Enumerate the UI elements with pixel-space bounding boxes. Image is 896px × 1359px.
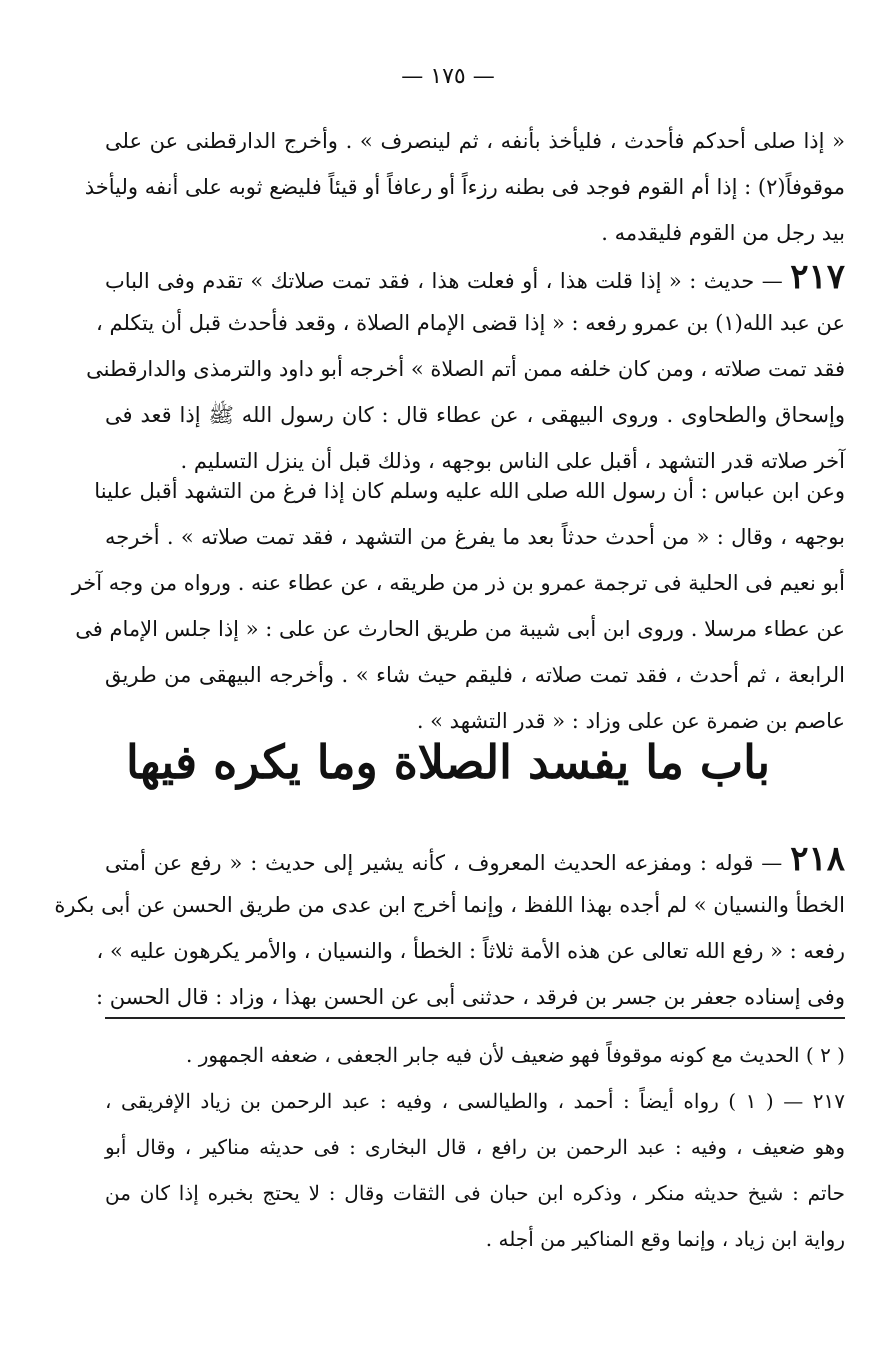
footnote-divider [105, 1017, 845, 1019]
text-line: أبو نعيم فى الحلية فى ترجمة عمرو بن ذر من طريقه ، عن عطاء عنه . ورواه من وجه آخر [71, 571, 845, 595]
chapter-heading: باب ما يفسد الصلاة وما يكره فيها [126, 735, 770, 789]
text-line: آخر صلاته قدر التشهد ، أقبل على الناس بوجهه ، وذلك قبل أن ينزل التسليم . [180, 449, 845, 473]
hadith-text: — حديث : « إذا قلت هذا ، أو فعلت هذا ، فقد تمت صلاتك » تقدم وفى الباب [105, 269, 783, 293]
text-line: وعن ابن عباس : أن رسول الله صلى الله عليه وسلم كان إذا فرغ من التشهد أقبل علينا [94, 479, 845, 503]
text-line: موقوفاً(٢) : إذا أم القوم فوجد فى بطنه رزءاً أو رعافاً أو قيئاً فليضع ثوبه على أنفه وليأخذ [84, 175, 845, 199]
hadith-number: ٢١٨ [790, 839, 845, 879]
text-line: رفعه : « رفع الله تعالى عن هذه الأمة ثلاثاً : الخطأ ، والنسيان ، والأمر يكرهون عليه » ، [96, 939, 845, 963]
text-line: « إذا صلى أحدكم فأحدث ، فليأخذ بأنفه ، ثم لينصرف » . وأخرج الدارقطنى عن على [105, 129, 845, 153]
footnote-line: ( ٢ ) الحديث مع كونه موقوفاً فهو ضعيف لأن فيه جابر الجعفى ، ضعفه الجمهور . [185, 1043, 845, 1067]
text-line [105, 836, 845, 882]
text-line: فقد تمت صلاته ، ومن كان خلفه ممن أتم الصلاة » أخرجه أبو داود والترمذى والدارقطنى [86, 357, 845, 381]
footnote-line: حاتم : شيخ حديثه منكر ، وذكره ابن حبان فى الثقات وقال : لا يحتج بخبره إذا كان من [105, 1181, 845, 1205]
hadith-218 [54, 836, 845, 1020]
text-line [105, 254, 845, 300]
hadith-text: — قوله : ومفزعه الحديث المعروف ، كأنه يشير إلى حديث : « رفع عن أمتى [105, 851, 783, 875]
footnote-line: وهو ضعيف ، وفيه : عبد الرحمن بن رافع ، قال البخارى : فى حديثه مناكير ، وقال أبو [105, 1135, 845, 1159]
text-line: عاصم بن ضمرة عن على وزاد : « قدر التشهد » . [416, 709, 845, 733]
hadith-number: ٢١٧ [790, 257, 845, 297]
text-line: الرابعة ، ثم أحدث ، فقد تمت صلاته ، فليقم حيث شاء » . وأخرجه البيهقى من طريق [105, 663, 845, 687]
text-line: وفى إسناده جعفر بن جسر بن فرقد ، حدثنى أبى عن الحسن بهذا ، وزاد : قال الحسن : [96, 985, 845, 1009]
paragraph-ibn-abbas [71, 468, 845, 744]
text-line: بوجهه ، وقال : « من أحدث حدثاً بعد ما يفرغ من التشهد ، فقد تمت صلاته » . أخرجه [105, 525, 845, 549]
text-line: وإسحاق والطحاوى . وروى البيهقى ، عن عطاء قال : كان رسول الله ﷺ إذا قعد فى [105, 403, 845, 427]
footnotes [105, 1032, 845, 1262]
footnote-line: رواية ابن زياد ، وإنما وقع المناكير من أجله . [485, 1227, 845, 1251]
text-line: بيد رجل من القوم فليقدمه . [601, 221, 845, 245]
page-number: — ١٧٥ — [401, 64, 495, 89]
footnote-line: ٢١٧ — ( ١ ) رواه أيضاً : أحمد ، والطيالسى ، وفيه : عبد الرحمن بن زياد الإفريقى ، [105, 1089, 845, 1113]
paragraph-intro [84, 118, 845, 256]
text-line: الخطأ والنسيان » لم أجده بهذا اللفظ ، وإنما أخرج ابن عدى من طريق الحسن عن أبى بكرة [54, 893, 845, 917]
text-line: عن عطاء مرسلا . وروى ابن أبى شيبة من طريق الحارث عن على : « إذا جلس الإمام فى [75, 617, 845, 641]
hadith-217 [86, 254, 845, 484]
text-line: عن عبد الله(١) بن عمرو رفعه : « إذا قضى الإمام الصلاة ، وقعد فأحدث قبل أن يتكلم ، [96, 311, 845, 335]
